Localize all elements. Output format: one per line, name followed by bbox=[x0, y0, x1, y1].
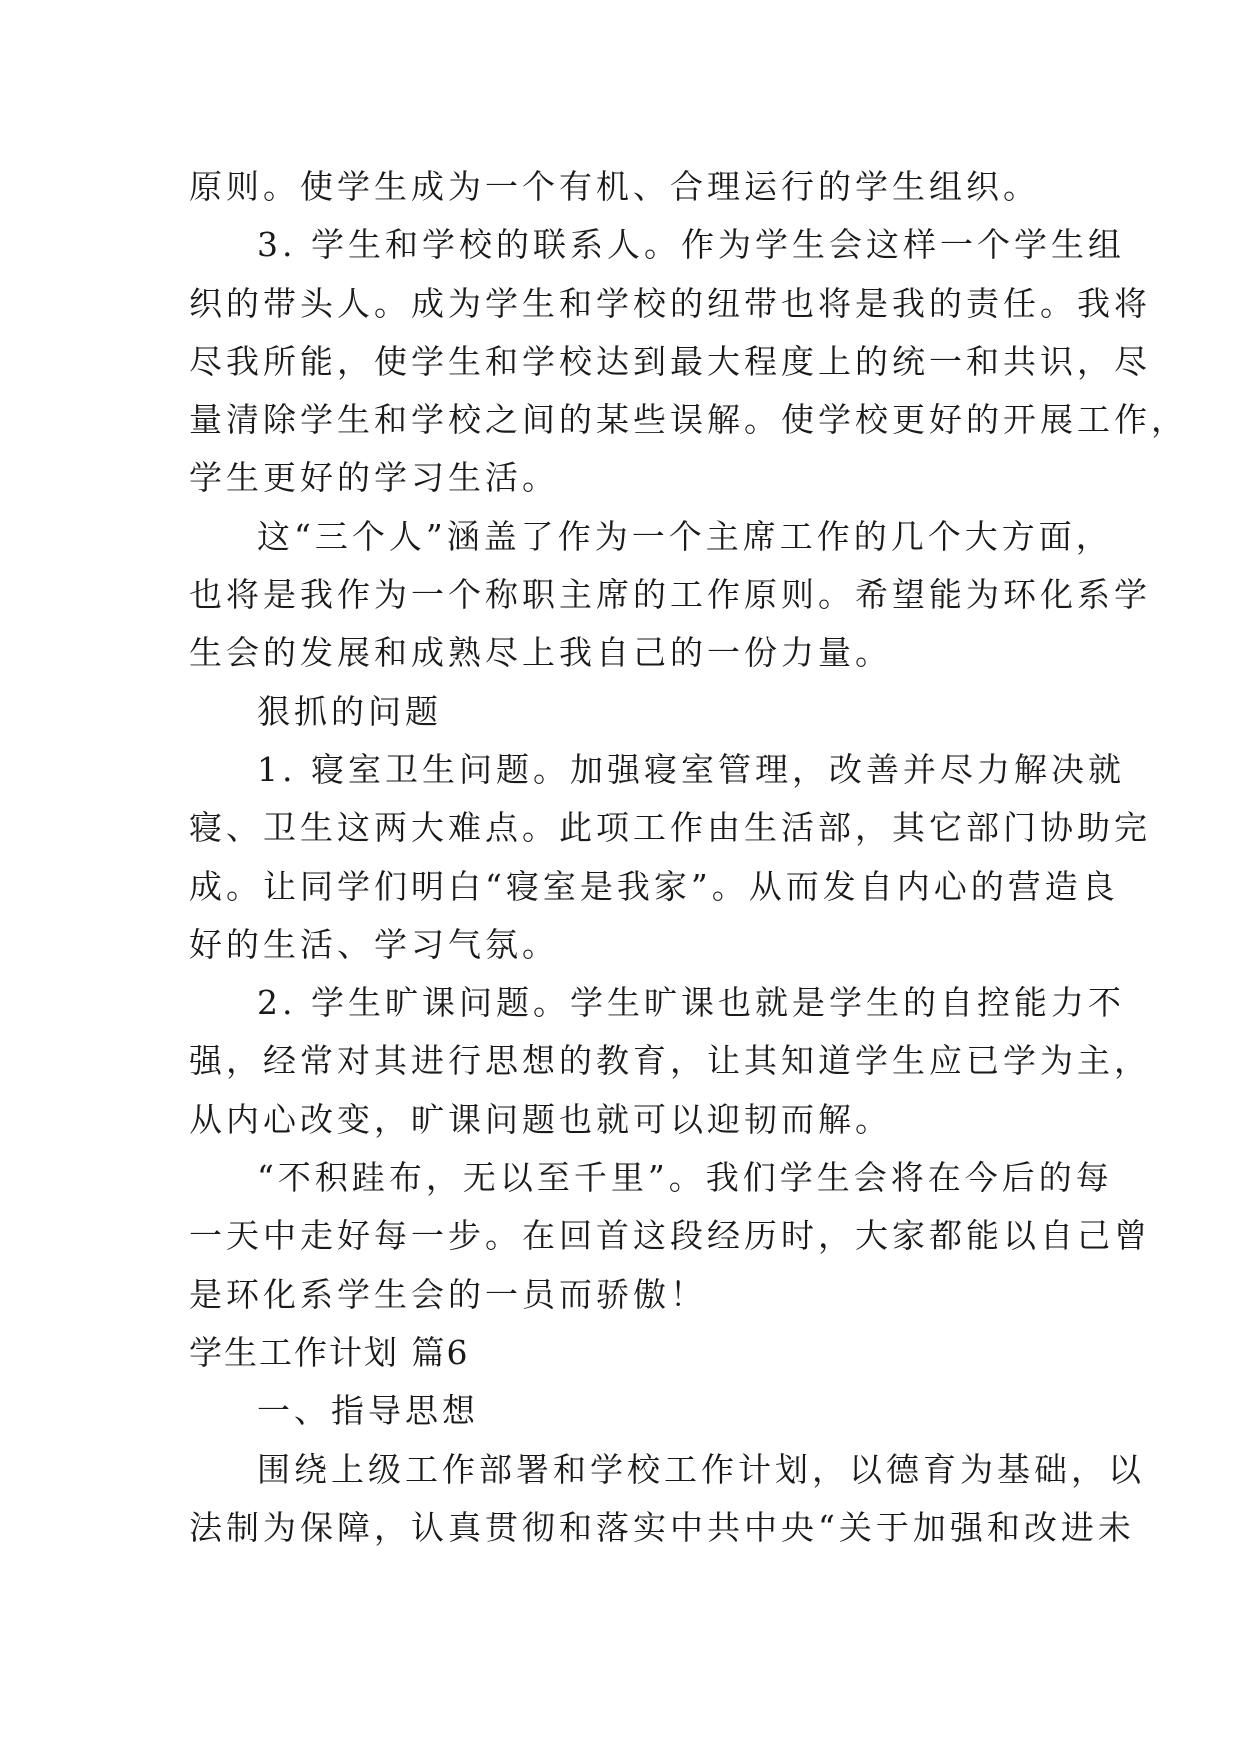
text-line: “不积跬布，无以至千里”。我们学生会将在今后的每 bbox=[257, 1158, 1113, 1198]
text-line: 也将是我作为一个称职主席的工作原则。希望能为环化系学 bbox=[189, 575, 1151, 615]
text-line: 这“三个人”涵盖了作为一个主席工作的几个大方面， bbox=[257, 516, 1113, 556]
text-line: 好的生活、学习气氛。 bbox=[189, 924, 559, 964]
text-line: 法制为保障，认真贯彻和落实中共中央“关于加强和改进未 bbox=[189, 1507, 1135, 1547]
text-line: 1. 寝室卫生问题。加强寝室管理，改善并尽力解决就 bbox=[257, 749, 1125, 789]
subsection-heading: 一、指导思想 bbox=[257, 1391, 479, 1431]
text-line: 生会的发展和成熟尽上我自己的一份力量。 bbox=[189, 633, 892, 673]
text-line: 是环化系学生会的一员而骄傲！ bbox=[189, 1274, 707, 1314]
text-line: 原则。使学生成为一个有机、合理运行的学生组织。 bbox=[189, 167, 1040, 206]
text-line: 量清除学生和学校之间的某些误解。使学校更好的开展工作， bbox=[189, 400, 1188, 440]
text-line: 尽我所能，使学生和学校达到最大程度上的统一和共识，尽 bbox=[189, 341, 1151, 381]
text-line: 一天中走好每一步。在回首这段经历时，大家都能以自己曾 bbox=[189, 1216, 1151, 1256]
text-line: 织的带头人。成为学生和学校的纽带也将是我的责任。我将 bbox=[189, 283, 1151, 323]
section-heading: 学生工作计划 篇6 bbox=[189, 1332, 470, 1372]
text-line: 3. 学生和学校的联系人。作为学生会这样一个学生组 bbox=[257, 225, 1125, 265]
text-line: 成。让同学们明白“寝室是我家”。从而发自内心的营造良 bbox=[189, 866, 1119, 906]
subsection-heading: 狠抓的问题 bbox=[257, 691, 442, 731]
text-line: 从内心改变，旷课问题也就可以迎韧而解。 bbox=[189, 1099, 892, 1139]
document-body bbox=[189, 158, 1188, 1557]
text-line: 学生更好的学习生活。 bbox=[189, 458, 559, 498]
text-line: 2. 学生旷课问题。学生旷课也就是学生的自控能力不 bbox=[257, 983, 1125, 1023]
text-line: 围绕上级工作部署和学校工作计划，以德育为基础，以 bbox=[257, 1449, 1145, 1489]
text-line: 寝、卫生这两大难点。此项工作由生活部，其它部门协助完 bbox=[189, 808, 1151, 848]
text-line: 强，经常对其进行思想的教育，让其知道学生应已学为主， bbox=[189, 1041, 1151, 1081]
